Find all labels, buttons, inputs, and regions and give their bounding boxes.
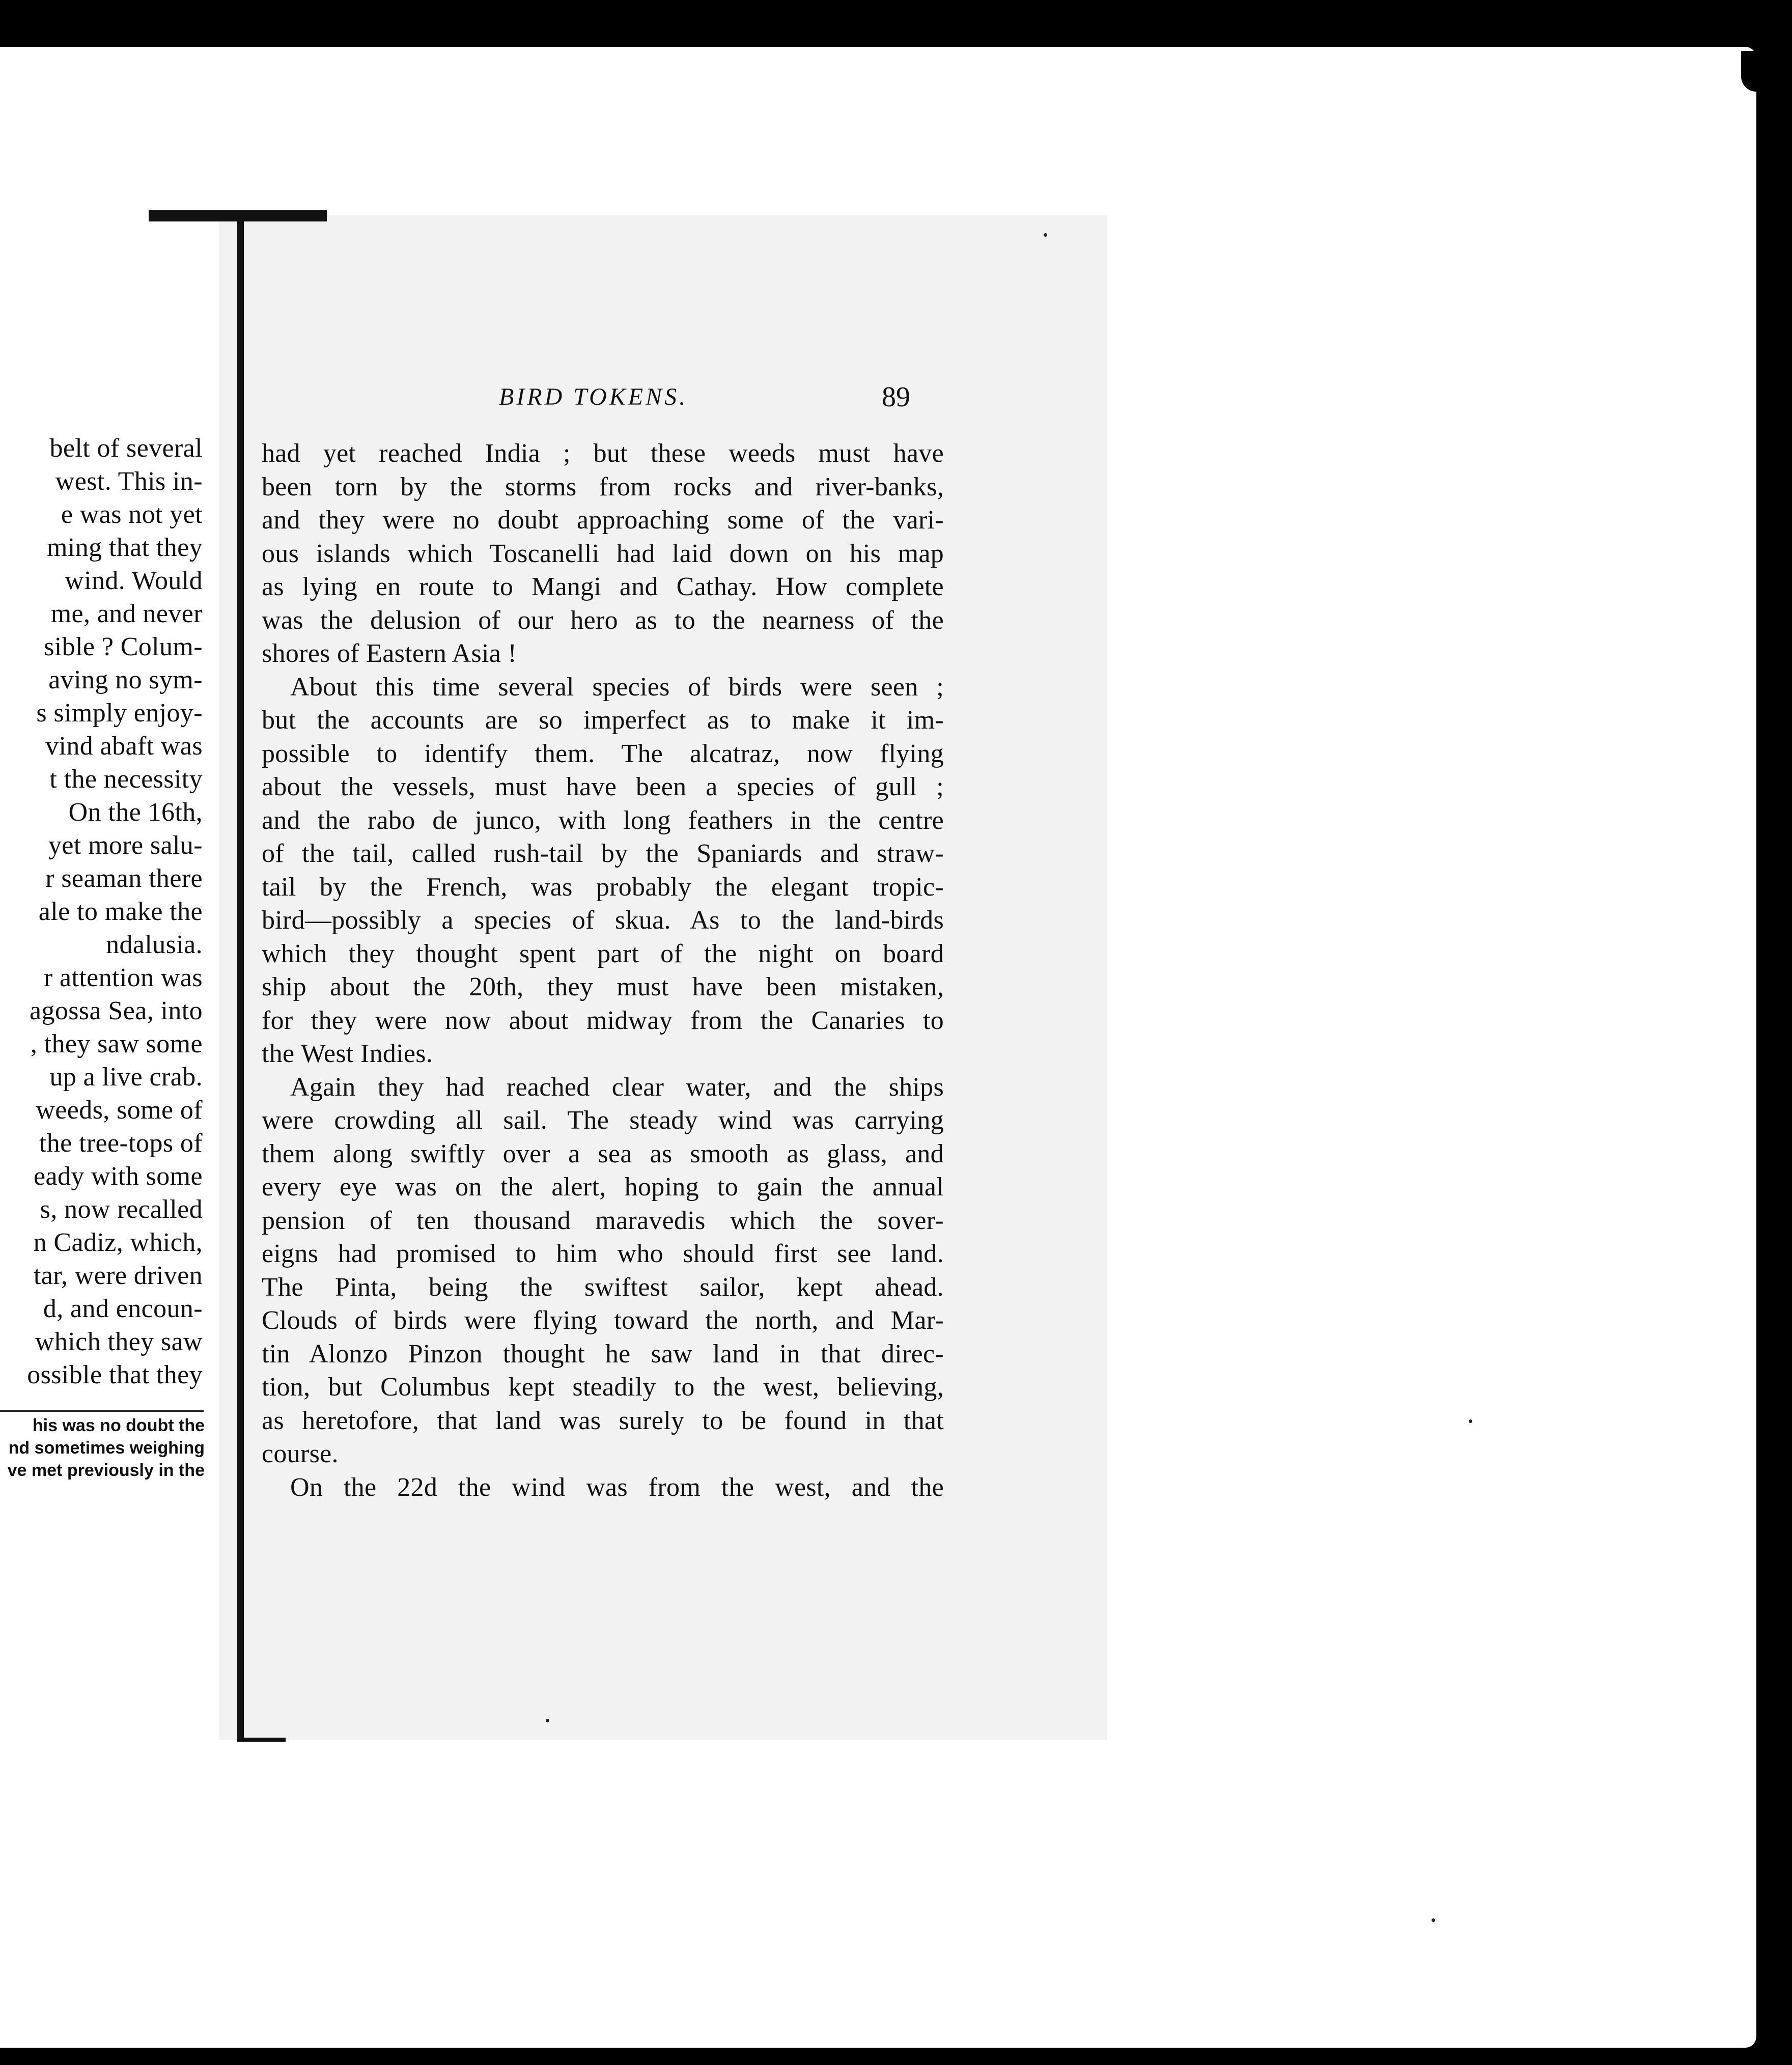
text-line: ship about the 20th, they must have been mistaken, [262,972,944,1001]
footnote-rule [0,1410,204,1412]
text-line: as heretofore, that land was surely to be found in that [262,1406,944,1435]
text-line: agossa Sea, into [29,996,203,1025]
text-line: Clouds of birds were flying toward the north, and Mar- [262,1306,944,1335]
text-line: up a live crab. [49,1063,203,1092]
text-line: vind abaft was [45,732,203,761]
scan-speck [1469,1419,1472,1423]
sheet-corner-notch [1741,51,1761,92]
text-line: yet more salu- [48,831,203,860]
text-line: ous islands which Toscanelli had laid down on his map [262,539,944,568]
text-line: them along swiftly over a sea as smooth as glass, and [262,1139,944,1168]
text-line: On the 22d the wind was from the west, and the [290,1472,944,1502]
text-line: tin Alonzo Pinzon thought he saw land in that direc- [262,1339,944,1369]
text-line: ming that they [47,533,203,562]
text-line: been torn by the storms from rocks and river-banks, [262,472,944,501]
text-line: , they saw some [30,1029,203,1058]
text-line: s simply enjoy- [36,699,203,728]
text-line: ale to make the [38,897,203,926]
scan-speck [1432,1918,1435,1922]
right-page-text-column [262,437,944,1504]
text-line: shores of Eastern Asia ! [262,639,517,668]
text-line: tar, were driven [33,1261,203,1290]
text-line: and the rabo de junco, with long feathers in the centre [262,805,944,835]
text-line: of the tail, called rush-tail by the Spaniards and straw- [262,839,944,868]
text-line: weeds, some of [36,1096,203,1125]
text-line: but the accounts are so imperfect as to make it im- [262,706,944,735]
page-bracket-bottom [237,1738,286,1742]
text-line: ndalusia. [106,930,203,959]
scan-speck [546,1719,549,1722]
text-line: was the delusion of our hero as to the nearness of the [262,605,944,635]
text-line: Again they had reached clear water, and the ships [290,1072,944,1102]
text-line: r attention was [43,963,203,992]
page-number: 89 [882,381,910,413]
text-line: About this time several species of birds were seen ; [290,672,944,702]
scan-speck [1044,233,1047,237]
text-line: had yet reached India ; but these weeds must have [262,439,944,468]
text-line: as lying en route to Mangi and Cathay. How complete [262,572,944,601]
text-line: which they saw [35,1327,203,1356]
text-line: for they were now about midway from the Canaries to [262,1006,944,1035]
left-page-footnotes [0,1414,205,1482]
text-line: ve met previously in the [7,1461,205,1480]
text-line: were crowding all sail. The steady wind was carrying [262,1106,944,1135]
text-line: tion, but Columbus kept steadily to the west, believing, [262,1373,944,1402]
text-line: every eye was on the alert, hoping to gain the annual [262,1173,944,1202]
text-line: me, and never [50,599,203,628]
text-line: aving no sym- [48,665,203,694]
text-line: The Pinta, being the swiftest sailor, kept ahead. [262,1272,944,1302]
text-line: ossible that they [27,1360,203,1389]
text-line: possible to identify them. The alcatraz, now flying [262,739,944,768]
text-line: bird—possibly a species of skua. As to the land-birds [262,906,944,935]
text-line: the West Indies. [262,1039,433,1068]
text-line: the tree-tops of [39,1129,203,1158]
text-line: eigns had promised to him who should first see land. [262,1239,944,1268]
text-line: which they thought spent part of the night on board [262,939,944,968]
text-line: his was no doubt the [32,1416,205,1435]
text-line: d, and encoun- [43,1294,203,1323]
text-line: t the necessity [49,765,203,794]
text-line: s, now recalled [40,1195,203,1224]
text-line: tail by the French, was probably the elegant tropic- [262,872,944,902]
text-line: r seaman there [45,864,203,893]
running-head: BIRD TOKENS. [499,383,688,410]
text-line: nd sometimes weighing [8,1438,205,1458]
text-line: e was not yet [61,500,203,529]
text-line: eady with some [34,1162,203,1191]
text-line: and they were no doubt approaching some of the vari- [262,506,944,535]
text-line: pension of ten thousand maravedis which the sover- [262,1206,944,1235]
text-line: west. This in- [55,467,203,496]
text-line: wind. Would [65,566,203,595]
text-line: belt of several [49,434,203,463]
text-line: sible ? Colum- [44,632,203,661]
page-bracket-stem [237,214,244,1739]
text-line: course. [262,1439,339,1468]
text-line: On the 16th, [68,798,203,827]
left-page-text-column [0,432,203,1391]
text-line: n Cadiz, which, [33,1228,203,1257]
text-line: about the vessels, must have been a species of gull ; [262,772,944,801]
